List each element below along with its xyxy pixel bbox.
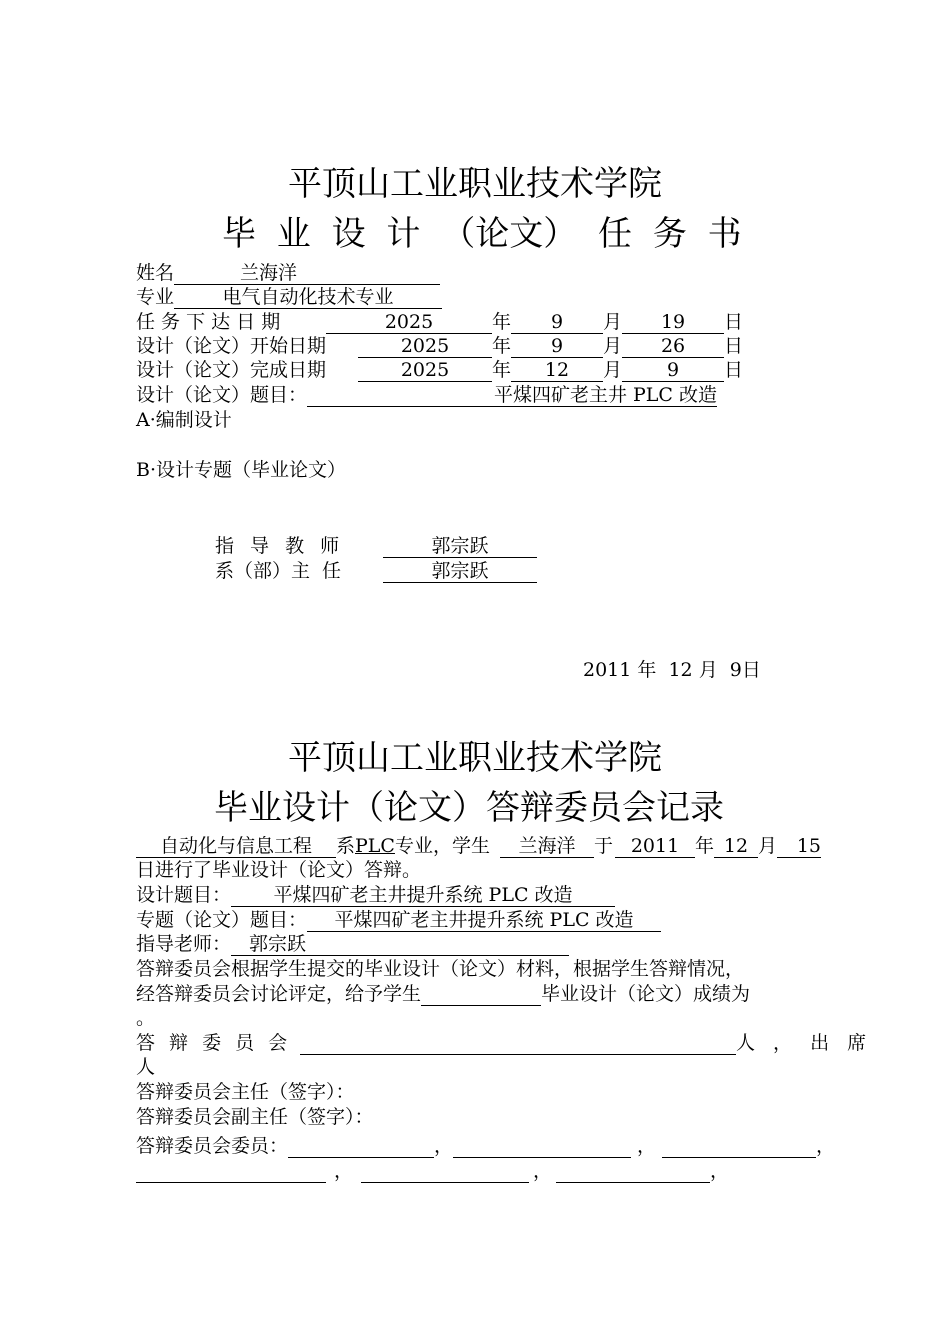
dept-head-field: 郭宗跃 xyxy=(383,560,537,583)
day-char: 日 xyxy=(724,311,744,333)
start-label: 设计（论文）开始日期 xyxy=(136,335,327,357)
major-field-2: PLC xyxy=(355,835,395,857)
topic-row xyxy=(136,383,717,407)
committee-label: 答 辩 委 员 会 xyxy=(136,1032,288,1054)
defense-line-1 xyxy=(136,834,821,858)
member-field-1 xyxy=(288,1135,434,1158)
para2-suffix: 毕业设计（论文）成绩为 xyxy=(541,983,751,1005)
start-day: 26 xyxy=(622,335,724,358)
issue-day: 19 xyxy=(622,311,724,334)
dept-head-label: 系（部）主 任 xyxy=(215,560,342,582)
dept-suffix: 系 xyxy=(336,835,356,857)
dept-field: 自动化与信息工程 xyxy=(136,835,336,858)
start-year: 2025 xyxy=(358,335,492,358)
school-title-1: 平顶山工业职业技术学院 xyxy=(288,164,662,204)
year-char-2: 年 xyxy=(695,835,715,857)
finish-date-row xyxy=(136,358,743,382)
dept-head-row xyxy=(215,559,537,583)
vice-chair-row: 答辩委员会副主任（签字）： xyxy=(136,1106,374,1128)
members-label: 答辩委员会委员： xyxy=(136,1135,289,1157)
issue-month: 9 xyxy=(511,311,603,334)
finish-year: 2025 xyxy=(358,359,492,382)
on-char: 于 xyxy=(593,835,613,857)
chair-row: 答辩委员会主任（签字）： xyxy=(136,1081,355,1103)
member-field-2 xyxy=(453,1135,631,1158)
school-title-2: 平顶山工业职业技术学院 xyxy=(288,738,662,778)
topic-field: 平煤四矿老主井 PLC 改造 xyxy=(307,384,717,407)
month-char-2: 月 xyxy=(758,835,778,857)
finish-label: 设计（论文）完成日期 xyxy=(136,359,327,381)
major-label: 专业 xyxy=(136,286,175,308)
section-a: A·编制设计 xyxy=(136,409,232,431)
grade-student-field xyxy=(421,983,541,1006)
comma: ， xyxy=(334,1160,354,1182)
finish-day: 9 xyxy=(622,359,724,382)
issue-year: 2025 xyxy=(326,311,492,334)
defense-advisor-row xyxy=(136,932,569,956)
comma: ， xyxy=(434,1135,454,1157)
comma: ， xyxy=(637,1135,657,1157)
start-month: 9 xyxy=(511,335,603,358)
design-topic-field: 平煤四矿老主井提升系统 PLC 改造 xyxy=(231,884,615,907)
defense-year: 2011 xyxy=(615,835,695,858)
year-char: 年 xyxy=(492,335,512,357)
task-book-title: 毕 业 设 计 （论文） 任 务 书 xyxy=(222,214,742,254)
defense-para-1: 答辩委员会根据学生提交的毕业设计（论文）材料，根据学生答辩情况， xyxy=(136,958,745,980)
advisor-row xyxy=(215,534,537,558)
student-field: 兰海洋 xyxy=(500,835,594,858)
name-label: 姓名 xyxy=(136,262,175,284)
defense-para-3: 。 xyxy=(136,1007,156,1029)
special-topic-row xyxy=(136,908,661,932)
issue-label: 任 务 下 达 日 期 xyxy=(136,311,281,333)
committee-count-field xyxy=(300,1032,736,1055)
month-char: 月 xyxy=(603,335,623,357)
day-char: 日 xyxy=(724,335,744,357)
section-b: B·设计专题（毕业论文） xyxy=(136,459,347,481)
defense-line-2: 日进行了毕业设计（论文）答辩。 xyxy=(136,859,422,881)
start-date-row xyxy=(136,334,743,358)
major-field: 电气自动化技术专业 xyxy=(174,286,442,309)
special-topic-label: 专题（论文）题目： xyxy=(136,909,308,931)
name-field: 兰海洋 xyxy=(174,262,440,285)
committee-suffix: 人 ， 出 席 xyxy=(736,1032,867,1054)
major-suffix: 专业，学生 xyxy=(394,835,490,857)
task-date: 2011 年 12 月 9日 xyxy=(583,659,761,681)
member-field-4 xyxy=(136,1160,326,1183)
defense-para-2 xyxy=(136,982,750,1006)
member-field-6 xyxy=(556,1160,710,1183)
issue-date-row xyxy=(136,310,743,334)
members-row-1 xyxy=(136,1134,835,1158)
year-char: 年 xyxy=(492,311,512,333)
comma: ， xyxy=(816,1135,836,1157)
member-field-5 xyxy=(361,1160,529,1183)
comma: ， xyxy=(710,1160,730,1182)
defense-advisor-field: 郭宗跃 xyxy=(231,933,569,956)
defense-month: 12 xyxy=(714,835,758,858)
comma: ， xyxy=(533,1160,553,1182)
topic-label: 设计（论文）题目： xyxy=(136,384,308,406)
committee-row xyxy=(136,1031,866,1055)
advisor-field: 郭宗跃 xyxy=(383,535,537,558)
name-row xyxy=(136,261,440,285)
major-row xyxy=(136,285,442,309)
design-topic-label: 设计题目： xyxy=(136,884,232,906)
year-char: 年 xyxy=(492,359,512,381)
special-topic-field: 平煤四矿老主井提升系统 PLC 改造 xyxy=(307,909,661,932)
month-char: 月 xyxy=(603,311,623,333)
day-char: 日 xyxy=(724,359,744,381)
committee-tail: 人 xyxy=(136,1056,156,1078)
defense-day: 15 xyxy=(777,835,821,858)
advisor-label: 指 导 教 师 xyxy=(215,535,340,557)
design-topic-row xyxy=(136,883,615,907)
defense-advisor-label: 指导老师： xyxy=(136,933,232,955)
month-char: 月 xyxy=(603,359,623,381)
member-field-3 xyxy=(662,1135,816,1158)
defense-record-title: 毕业设计（论文）答辩委员会记录 xyxy=(214,788,724,828)
para2-prefix: 经答辩委员会讨论评定，给予学生 xyxy=(136,983,422,1005)
members-row-2 xyxy=(136,1159,729,1183)
finish-month: 12 xyxy=(511,359,603,382)
